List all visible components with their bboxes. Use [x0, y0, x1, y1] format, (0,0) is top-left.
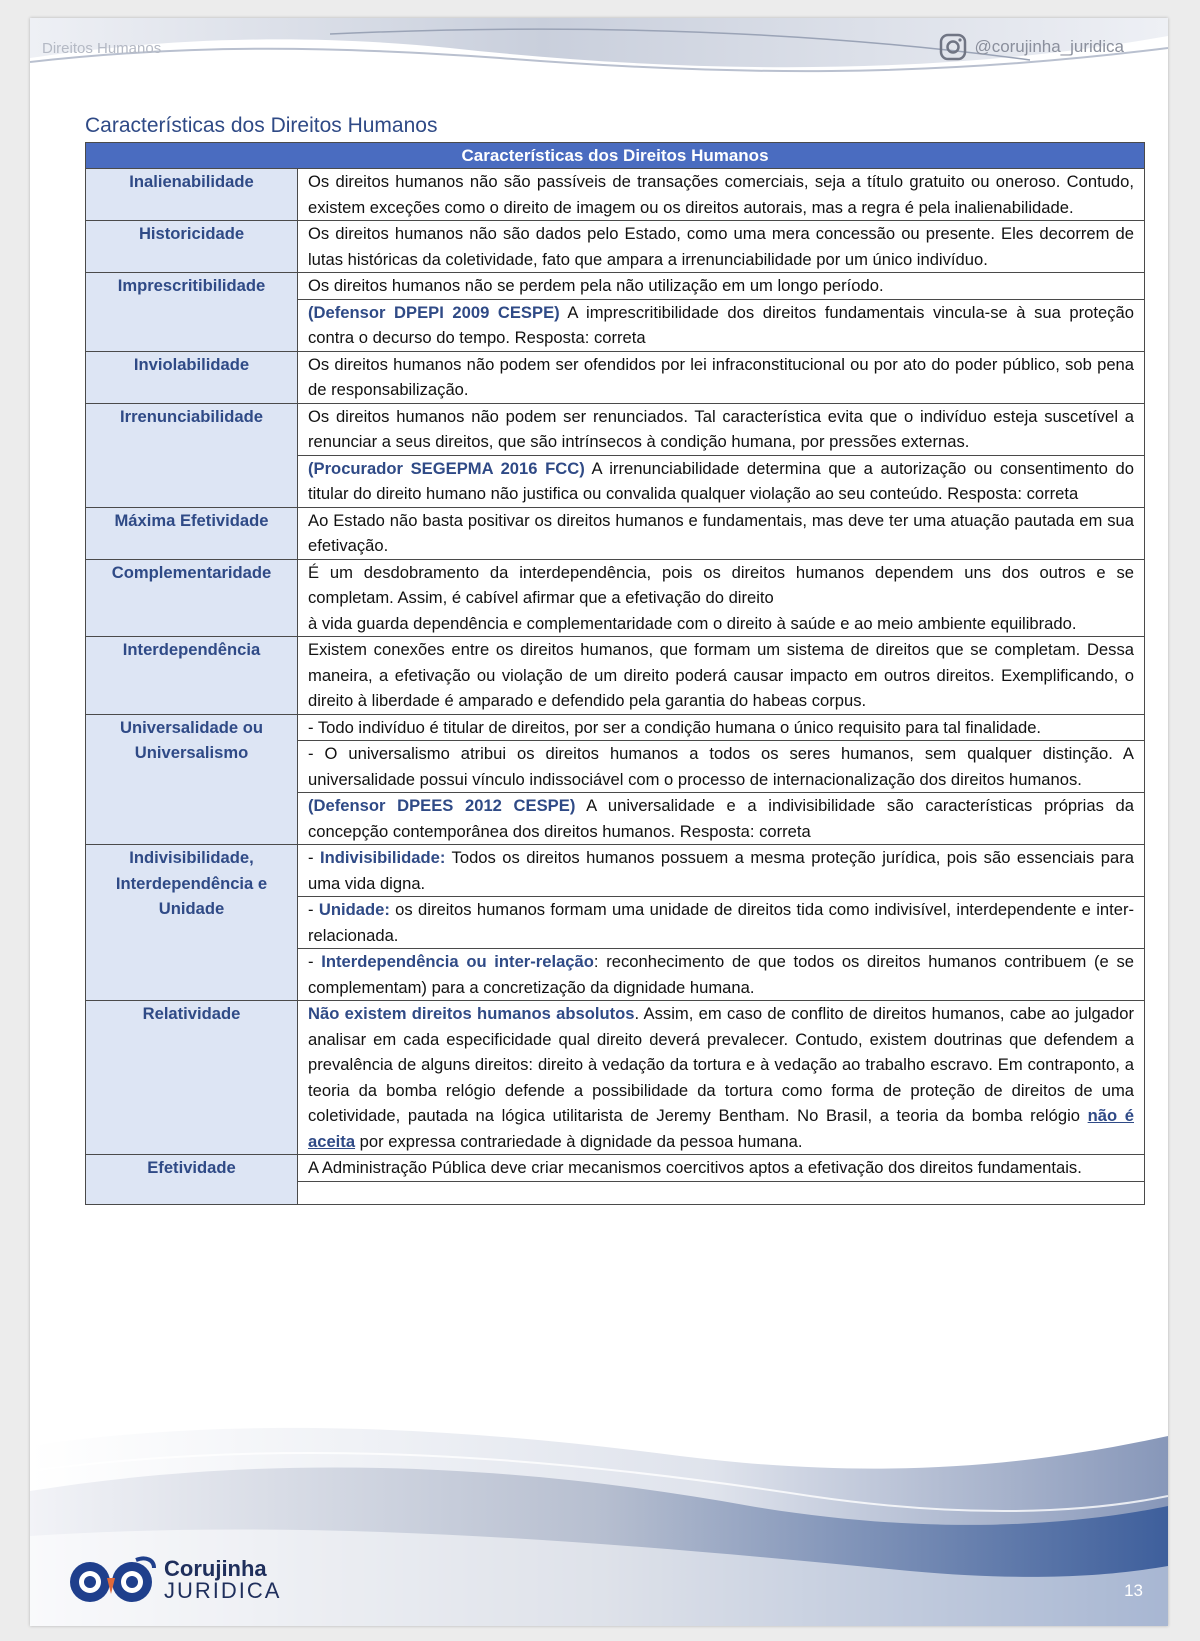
description-text: Os direitos humanos não são passíveis de transações comerciais, seja a título gratuito ou oneroso. Contudo, existem exceções como o direito de imagem ou os direitos autorais, mas a regra é pela inalienabilidade.	[308, 172, 1134, 217]
characteristic-label: Historicidade	[86, 221, 298, 273]
description-text: Existem conexões entre os direitos humanos, que formam um sistema de direitos que se completam. Dessa maneira, a efetivação ou violação de um direito poderá causar impacto em outros direitos. Exemplificando, o direito à liberdade é amparado e defendido pela garantia do habeas corpus.	[308, 640, 1134, 710]
characteristic-description	[298, 845, 1145, 897]
characteristic-label: Inalienabilidade	[86, 169, 298, 221]
underlined-emphasis-text: não é aceita	[308, 1106, 1134, 1151]
description-text: A imprescritibilidade dos direitos fundamentais vincula-se à sua proteção contra o decurso do tempo. Resposta: correta	[308, 302, 1134, 347]
description-text: É um desdobramento da interdependência, pois os direitos humanos dependem uns dos outros e se completam. Assim, é cabível afirmar que a efetivação do direito	[308, 562, 1134, 607]
description-text: A irrenunciabilidade determina que a autorização ou consentimento do titular do direito humano não justifica ou convalida qualquer violação ao seu conteúdo. Resposta: correta	[308, 458, 1134, 503]
characteristic-label: Inviolabilidade	[86, 351, 298, 403]
characteristic-description	[298, 949, 1145, 1001]
table-row	[86, 845, 1145, 897]
characteristic-description	[298, 793, 1145, 845]
table-row	[86, 273, 1145, 300]
characteristic-description	[298, 299, 1145, 351]
characteristic-label: Máxima Efetividade	[86, 507, 298, 559]
description-text: os direitos humanos formam uma unidade de direitos tida como indivisível, interdependente e inter-relacionada.	[308, 900, 1134, 945]
table-row	[86, 403, 1145, 455]
description-text: -	[308, 952, 322, 971]
page-number: 13	[1124, 1581, 1143, 1600]
characteristic-description	[298, 1155, 1145, 1182]
characteristic-description	[298, 897, 1145, 949]
table-row	[86, 1155, 1145, 1182]
owl-logo-icon	[66, 1554, 158, 1606]
characteristic-label: Relatividade	[86, 1001, 298, 1155]
table-title: Características dos Direitos Humanos	[86, 143, 1145, 169]
characteristic-description	[298, 273, 1145, 300]
table-row	[86, 351, 1145, 403]
description-text: Os direitos humanos não se perdem pela não utilização em um longo período.	[308, 276, 884, 295]
characteristic-description	[298, 507, 1145, 559]
characteristic-description	[298, 455, 1145, 507]
characteristic-label: Universalidade ou Universalismo	[86, 714, 298, 845]
description-text: A universalidade e a indivisibilidade são características próprias da concepção contemporânea dos direitos humanos. Resposta: correta	[308, 796, 1134, 841]
characteristic-description	[298, 714, 1145, 741]
instagram-handle-text: @corujinha_juridica	[974, 37, 1124, 56]
description-text: -	[308, 848, 320, 867]
characteristic-label: Imprescritibilidade	[86, 273, 298, 352]
section-title: Características dos Direitos Humanos	[85, 114, 438, 137]
highlighted-text: (Defensor DPEES 2012 CESPE)	[308, 796, 576, 815]
empty-cell	[298, 1181, 1145, 1204]
description-text: à vida guarda dependência e complementaridade com o direito à saúde e ao meio ambiente equilibrado.	[308, 613, 1077, 633]
table-row	[86, 1001, 1145, 1155]
characteristic-label: Efetividade	[86, 1155, 298, 1205]
description-text: - O universalismo atribui os direitos humanos a todos os seres humanos, sem qualquer distinção. A universalidade possui vínculo indissociável com o processo de internacionalização dos direitos humanos.	[308, 744, 1134, 789]
description-text: A Administração Pública deve criar mecanismos coercitivos aptos a efetivação dos direitos fundamentais.	[308, 1158, 1082, 1177]
table-row	[86, 637, 1145, 715]
corujinha-logo	[66, 1554, 281, 1606]
highlighted-text: (Defensor DPEPI 2009 CESPE)	[308, 302, 560, 322]
highlighted-text: Interdependência ou inter-relação	[321, 952, 594, 971]
characteristics-table	[85, 142, 1145, 1205]
characteristic-label: Indivisibilidade, Interdependência e Unidade	[86, 845, 298, 1001]
characteristic-description	[298, 637, 1145, 715]
header-section-label: Direitos Humanos	[42, 40, 162, 57]
table-row	[86, 169, 1145, 221]
highlighted-text: (Procurador SEGEPMA 2016 FCC)	[308, 458, 585, 478]
description-text: Os direitos humanos não podem ser renunciados. Tal característica evita que o indivíduo esteja suscetível a renunciar a seus direitos, que são intrínsecos à condição humana, por pressões externas.	[308, 406, 1134, 451]
characteristic-label: Complementaridade	[86, 559, 298, 637]
description-text: Os direitos humanos não são dados pelo Estado, como uma mera concessão ou presente. Eles decorrem de lutas históricas da coletividade, fato que ampara a irrenunciabilidade por um único indivíduo.	[308, 224, 1134, 269]
characteristic-description	[298, 559, 1145, 637]
characteristic-description	[298, 741, 1145, 793]
characteristic-description	[298, 351, 1145, 403]
description-text: Ao Estado não basta positivar os direitos humanos e fundamentais, mas deve ter uma atuação pautada em sua efetivação.	[308, 510, 1134, 555]
description-text: -	[308, 900, 319, 919]
instagram-handle	[938, 32, 1124, 62]
description-text: Todos os direitos humanos possuem a mesma proteção jurídica, pois são essenciais para uma vida digna.	[308, 848, 1135, 893]
table-row	[86, 559, 1145, 637]
description-text: . Assim, em caso de conflito de direitos humanos, cabe ao julgador analisar em cada especificidade qual direito deverá prevalecer. Contudo, existem doutrinas que defendem a prevalência de alguns direitos: direito à vedação da tortura e à vedação ao trabalho escravo. Em contraponto, a teoria da bomba relógio defende a possibilidade da tortura como forma de proteção de direitos de uma coletividade, pautada na lógica utilitarista de Jeremy Bentham. No Brasil, a teoria da bomba relógio	[308, 1004, 1134, 1125]
description-text: Os direitos humanos não podem ser ofendidos por lei infraconstitucional ou por ato do poder público, sob pena de responsabilização.	[308, 354, 1134, 399]
instagram-icon	[938, 32, 968, 62]
characteristic-description	[298, 169, 1145, 221]
table-row	[86, 714, 1145, 741]
characteristic-description	[298, 1001, 1145, 1155]
highlighted-text: Unidade:	[318, 900, 390, 919]
logo-text	[164, 1558, 281, 1602]
table-row	[86, 221, 1145, 273]
highlighted-text: Não existem direitos humanos absolutos	[308, 1004, 635, 1023]
highlighted-text: Indivisibilidade:	[319, 848, 446, 867]
description-text: - Todo indivíduo é titular de direitos, por ser a condição humana o único requisito para tal finalidade.	[308, 717, 1042, 737]
characteristic-label: Irrenunciabilidade	[86, 403, 298, 507]
logo-text-line1: Corujinha	[164, 1556, 267, 1581]
table-body	[86, 169, 1145, 1205]
logo-text-line2: JURIDICA	[164, 1578, 282, 1603]
characteristic-description	[298, 221, 1145, 273]
description-text: : reconhecimento de que todos os direitos humanos contribuem (e se complementam) para a concretização da dignidade humana.	[308, 952, 1134, 997]
characteristic-label: Interdependência	[86, 637, 298, 715]
characteristic-description	[298, 403, 1145, 455]
page	[30, 18, 1168, 1626]
description-text: por expressa contrariedade à dignidade da pessoa humana.	[355, 1131, 803, 1151]
table-row	[86, 507, 1145, 559]
